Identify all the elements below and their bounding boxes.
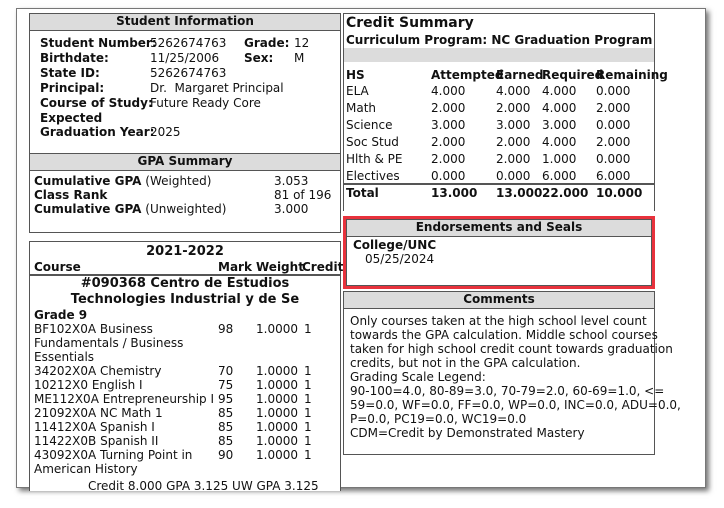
credit-col-required: Required	[542, 68, 604, 82]
credit-col-attempted: Attempted	[431, 68, 504, 82]
course-credit: 1	[304, 392, 312, 406]
course-name: 10212X0 English I	[34, 378, 143, 392]
expected-label: Expected	[40, 111, 103, 125]
credit-row-math	[344, 101, 654, 115]
course-of-study-label: Course of Study:	[40, 96, 153, 110]
endorsement-name: College/UNC	[353, 238, 437, 252]
student-information-panel	[29, 13, 341, 155]
credit-attempted: 4.000	[431, 84, 466, 98]
cum-gpa-unweighted-qualifier: (Unweighted)	[145, 202, 227, 216]
gpa-summary-panel	[29, 153, 341, 233]
course-row	[30, 392, 340, 406]
endorsements-header: Endorsements and Seals	[347, 220, 651, 237]
course-name: BF102X0A Business Fundamentals / Business Essentials	[34, 322, 184, 364]
credit-remaining: 0.000	[596, 84, 631, 98]
course-row	[30, 448, 340, 476]
graduation-year-label: Graduation Year:	[40, 125, 155, 139]
principal-label: Principal:	[40, 81, 105, 95]
course-name: 11422X0B Spanish II	[34, 434, 159, 448]
state-id-label: State ID:	[40, 66, 100, 80]
credit-row-total	[344, 186, 654, 200]
credit-total-attempted: 13.000	[431, 186, 478, 200]
curriculum-program: Curriculum Program: NC Graduation Program	[346, 33, 653, 47]
course-weight: 1.0000	[256, 448, 298, 462]
credit-attempted: 2.000	[431, 101, 466, 115]
class-rank-value: 81 of 196	[274, 188, 332, 202]
credit-earned: 2.000	[496, 101, 531, 115]
credit-attempted: 2.000	[431, 135, 466, 149]
credit-total-divider	[344, 183, 654, 185]
credit-col-hs: HS	[346, 68, 365, 82]
report-card-frame	[16, 8, 706, 493]
column-weight: Weight	[256, 260, 304, 274]
credit-summary-panel	[343, 13, 668, 211]
credit-earned: 3.000	[496, 118, 531, 132]
cum-gpa-weighted-value: 3.053	[274, 174, 309, 188]
course-credit: 1	[304, 364, 312, 378]
course-row	[30, 434, 340, 448]
column-mark: Mark	[218, 260, 252, 274]
course-weight: 1.0000	[256, 406, 298, 420]
grade-level-label: Grade 9	[34, 308, 88, 322]
course-weight: 1.0000	[256, 434, 298, 448]
state-id-value: 5262674763	[150, 66, 227, 80]
sex-label: Sex:	[244, 51, 274, 65]
course-weight: 1.0000	[256, 364, 298, 378]
course-name: 21092X0A NC Math 1	[34, 406, 163, 420]
credit-area: Soc Stud	[346, 135, 399, 149]
course-weight: 1.0000	[256, 378, 298, 392]
credit-required: 3.000	[542, 118, 577, 132]
credit-required: 4.000	[542, 135, 577, 149]
student-number-label: Student Number:	[40, 36, 157, 50]
course-mark: 85	[218, 420, 234, 434]
course-credit: 1	[304, 406, 312, 420]
credit-earned: 4.000	[496, 84, 531, 98]
credit-row-ela	[344, 84, 654, 98]
credit-total-label: Total	[346, 186, 379, 200]
credit-area: ELA	[346, 84, 369, 98]
cum-gpa-unweighted-value: 3.000	[274, 202, 309, 216]
comment-line: Grading Scale Legend:	[350, 370, 486, 384]
course-credit: 1	[304, 448, 312, 462]
course-name: ME112X0A Entrepreneurship I	[34, 392, 215, 406]
course-mark: 90	[218, 448, 234, 462]
sex-value: M	[294, 51, 305, 65]
birthdate-value: 11/25/2006	[150, 51, 220, 65]
credit-earned: 0.000	[496, 169, 531, 183]
credit-attempted: 0.000	[431, 169, 466, 183]
course-credit: 1	[304, 434, 312, 448]
credit-remaining: 2.000	[596, 135, 631, 149]
credit-remaining: 2.000	[596, 101, 631, 115]
comments-header: Comments	[344, 292, 654, 309]
gpa-summary-header: GPA Summary	[30, 154, 340, 171]
credit-required: 1.000	[542, 152, 577, 166]
course-weight: 1.0000	[256, 322, 298, 336]
course-credit: 1	[304, 420, 312, 434]
comment-line: Only courses taken at the high school level count	[350, 314, 647, 328]
course-mark: 98	[218, 322, 234, 336]
endorsement-date: 05/25/2024	[365, 252, 435, 266]
course-row	[30, 406, 340, 420]
comment-line: taken for high school credit count towards graduation	[350, 342, 673, 356]
credit-required: 6.000	[542, 169, 577, 183]
course-credit: 1	[304, 322, 312, 336]
credit-required: 4.000	[542, 84, 577, 98]
course-of-study-value: Future Ready Core	[150, 96, 261, 110]
transcript-panel	[29, 241, 344, 493]
class-rank-label: Class Rank	[34, 188, 108, 202]
credit-area: Hlth & PE	[346, 152, 403, 166]
comment-line: P=0.0, PC19=0.0, WC19=0.0	[350, 412, 527, 426]
cum-gpa-unweighted-label: Cumulative GPA	[34, 202, 142, 216]
credit-row-electives	[344, 169, 654, 183]
course-mark: 85	[218, 406, 234, 420]
birthdate-label: Birthdate:	[40, 51, 109, 65]
course-name: 43092X0A Turning Point in American History	[34, 448, 193, 476]
column-course: Course	[34, 260, 81, 274]
credit-attempted: 3.000	[431, 118, 466, 132]
course-weight: 1.0000	[256, 420, 298, 434]
credit-area: Science	[346, 118, 393, 132]
school-name-line2: Technologies Industrial y de Se	[70, 292, 300, 307]
comment-line: towards the GPA calculation. Middle school courses	[350, 328, 658, 342]
course-row	[30, 322, 340, 364]
course-row	[30, 378, 340, 392]
credit-row-hlth-pe	[344, 152, 654, 166]
course-name: 34202X0A Chemistry	[34, 364, 162, 378]
school-year-heading: 2021-2022	[146, 244, 224, 259]
credit-remaining: 0.000	[596, 118, 631, 132]
course-row	[30, 364, 340, 378]
credit-total-required: 22.000	[542, 186, 589, 200]
comment-line: 59=0.0, WF=0.0, FF=0.0, WP=0.0, INC=0.0, ADU=0.0,	[350, 398, 681, 412]
course-mark: 85	[218, 434, 234, 448]
comment-line: credits, but not in the GPA calculation.	[350, 356, 581, 370]
course-mark: 75	[218, 378, 234, 392]
course-mark: 95	[218, 392, 234, 406]
course-weight: 1.0000	[256, 392, 298, 406]
credit-attempted: 2.000	[431, 152, 466, 166]
credit-summary-title: Credit Summary	[346, 15, 474, 31]
credit-table-header	[344, 68, 668, 82]
credit-earned: 2.000	[496, 135, 531, 149]
course-name: 11412X0A Spanish I	[34, 420, 155, 434]
course-mark: 70	[218, 364, 234, 378]
grade-label: Grade:	[244, 36, 290, 50]
student-information-header: Student Information	[30, 14, 340, 31]
column-credit: Credit	[302, 260, 344, 274]
credit-summary-shade	[344, 48, 654, 62]
cum-gpa-weighted-qualifier: (Weighted)	[145, 174, 212, 188]
credit-total-earned: 13.000	[496, 186, 543, 200]
credit-earned: 2.000	[496, 152, 531, 166]
comment-line: CDM=Credit by Demonstrated Mastery	[350, 426, 585, 440]
credit-area: Electives	[346, 169, 400, 183]
student-number-value: 5262674763	[150, 36, 227, 50]
grade-value: 12	[294, 36, 310, 50]
credit-total-remaining: 10.000	[596, 186, 643, 200]
comment-line: 90-100=4.0, 80-89=3.0, 70-79=2.0, 60-69=1.0, <=	[350, 384, 665, 398]
credit-col-earned: Earned	[496, 68, 544, 82]
term-totals-line: Credit 8.000 GPA 3.125 UW GPA 3.125	[88, 479, 319, 493]
cum-gpa-weighted-label: Cumulative GPA	[34, 174, 142, 188]
endorsements-panel	[346, 219, 652, 286]
transcript-column-headers	[30, 260, 344, 274]
course-row	[30, 420, 340, 434]
comments-panel	[343, 291, 681, 455]
credit-col-remaining: Remaining	[596, 68, 668, 82]
principal-value: Dr. Margaret Principal	[150, 81, 284, 95]
credit-row-science	[344, 118, 654, 132]
credit-remaining: 0.000	[596, 152, 631, 166]
school-name-line1: #090368 Centro de Estudios	[80, 276, 290, 291]
course-credit: 1	[304, 378, 312, 392]
credit-area: Math	[346, 101, 377, 115]
graduation-year-value: 2025	[150, 125, 181, 139]
credit-required: 4.000	[542, 101, 577, 115]
credit-row-soc-stud	[344, 135, 654, 149]
credit-remaining: 6.000	[596, 169, 631, 183]
